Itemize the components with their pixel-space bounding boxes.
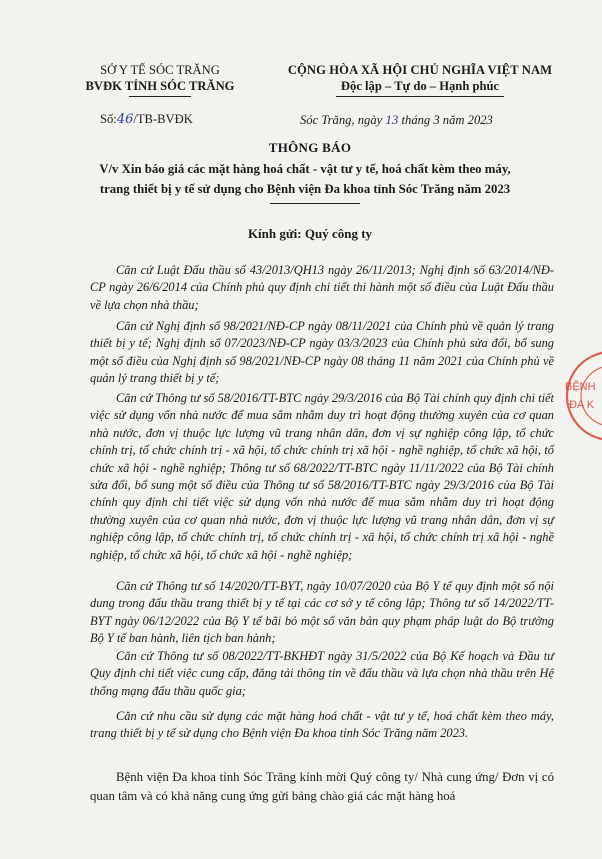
date-prefix: Sóc Trăng, ngày [300, 113, 383, 127]
issuing-agency: BVĐK TỈNH SÓC TRĂNG [85, 79, 235, 93]
paragraph-legal-basis-1 [90, 262, 554, 314]
paragraph-text: Căn cứ Thông tư số 14/2020/TT-BYT, ngày 10/07/2020 của Bộ Y tế quy định một số nội dung trong đấu thầu trang thiết bị y tế tại các cơ sở y tế công lập; Thông tư số 14/2022/TT-BYT ngày 06/12/2022 của Bộ Y tế bãi bỏ một số văn bản quy phạm pháp luật do Bộ trưởng Bộ Y tế ban hành, liên tịch ban hành; [90, 579, 554, 646]
document-title: THÔNG BÁO [268, 140, 352, 155]
paragraph-text: Bệnh viện Đa khoa tỉnh Sóc Trăng kính mời Quý công ty/ Nhà cung ứng/ Đơn vị có quan tâm và có khả năng cung ứng gửi bảng chào giá các mặt hàng hoá [90, 770, 554, 803]
subject-underline [270, 203, 360, 204]
document-number [100, 112, 193, 127]
greeting: Kính gửi: Quý công ty [247, 226, 373, 241]
national-motto: Độc lập – Tự do – Hạnh phúc [340, 79, 500, 93]
paragraph-invitation [90, 768, 554, 806]
agency-underline [129, 96, 191, 97]
seal-text-bottom: ĐA K [569, 399, 595, 411]
paragraph-legal-basis-3 [90, 390, 554, 564]
paragraph-text: Căn cứ nhu cầu sử dụng các mặt hàng hoá chất - vật tư y tế, hoá chất kèm theo máy, trang thiết bị y tế sử dụng cho Bệnh viện Đa khoa tỉnh Sóc Trăng năm 2023. [90, 709, 554, 741]
paragraph-text: Căn cứ Thông tư số 08/2022/TT-BKHĐT ngày 31/5/2022 của Bộ Kế hoạch và Đầu tư Quy định chi tiết việc cung cấp, đăng tải thông tin về đấu thầu và lựa chọn nhà thầu trên Hệ thống mạng đấu thầu quốc gia; [90, 649, 554, 698]
national-motto-block [270, 62, 570, 97]
doc-number-handwritten: 46 [116, 112, 134, 127]
paragraph-legal-basis-4 [90, 578, 554, 648]
paragraph-legal-basis-5 [90, 648, 554, 700]
paragraph-needs [90, 708, 554, 743]
date-line [300, 112, 493, 128]
date-suffix: tháng 3 năm 2023 [401, 113, 493, 127]
parent-agency: SỞ Y TẾ SÓC TRĂNG [100, 63, 220, 77]
paragraph-text: Căn cứ Luật Đấu thầu số 43/2013/QH13 ngày 26/11/2013; Nghị định số 63/2014/NĐ-CP ngày 26/6/2014 của Chính phủ quy định chi tiết thi hành một số điều của Luật Đấu thầu về lựa chọn nhà thầu; [90, 263, 554, 312]
paragraph-legal-basis-2 [90, 318, 554, 388]
subject-line-1: V/v Xin báo giá các mặt hàng hoá chất - vật tư y tế, hoá chất kèm theo máy, [99, 162, 511, 176]
date-day-handwritten: 13 [385, 112, 399, 127]
document-subject [40, 159, 570, 199]
red-seal-stamp [553, 348, 602, 444]
issuing-agency-block [60, 62, 260, 97]
seal-text-top: BỆNH [565, 381, 596, 393]
nation-name: CỘNG HÒA XÃ HỘI CHỦ NGHĨA VIỆT NAM [287, 63, 553, 77]
seal-graphic [553, 348, 602, 444]
doc-number-prefix: Số: [100, 112, 117, 126]
paragraph-text: Căn cứ Nghị định số 98/2021/NĐ-CP ngày 08/11/2021 của Chính phủ về quản lý trang thiết bị y tế; Nghị định số 07/2023/NĐ-CP ngày 03/3/2023 của Chính phủ sửa đổi, bổ sung một số điều của Nghị định số 98/2021/NĐ-CP ngày 08 tháng 11 năm 2021 của Chính phủ về quản lý trang thiết bị y tế; [90, 319, 554, 386]
doc-number-suffix: /TB-BVĐK [133, 112, 193, 126]
motto-underline [336, 96, 504, 97]
paragraph-text: Căn cứ Thông tư số 58/2016/TT-BTC ngày 29/3/2016 của Bộ Tài chính quy định chi tiết việc sử dụng vốn nhà nước để mua sắm nhằm duy trì hoạt động thường xuyên của cơ quan nhà nước, đơn vị thuộc lực lượng vũ trang nhân dân, đơn vị sự nghiệp công lập, tổ chức chính trị, tổ chức chính trị - xã hội, tổ chức chính trị xã hội - nghề nghiệp, tổ chức xã hội, tổ chức xã hội - nghề nghiệp; Thông tư số 68/2022/TT-BTC ngày 11/11/2022 của Bộ Tài chính sửa đổi, bổ sung một số điều của Thông tư số 58/2016/TT-BTC ngày 29/3/2016 của Bộ Tài chính quy định chi tiết việc sử dụng vốn nhà nước để mua sắm nhằm duy trì hoạt động thường xuyên của cơ quan nhà nước, đơn vị thuộc lực lượng vũ trang nhân dân, đơn vị sự nghiệp công lập, tổ chức chính trị, tổ chức chính trị - xã hội, tổ chức chính trị xã hội - nghề nghiệp, tổ chức xã hội, tổ chức xã hội - nghề nghiệp; [90, 391, 554, 562]
subject-line-2: trang thiết bị y tế sử dụng cho Bệnh viện Đa khoa tỉnh Sóc Trăng năm 2023 [99, 182, 511, 196]
